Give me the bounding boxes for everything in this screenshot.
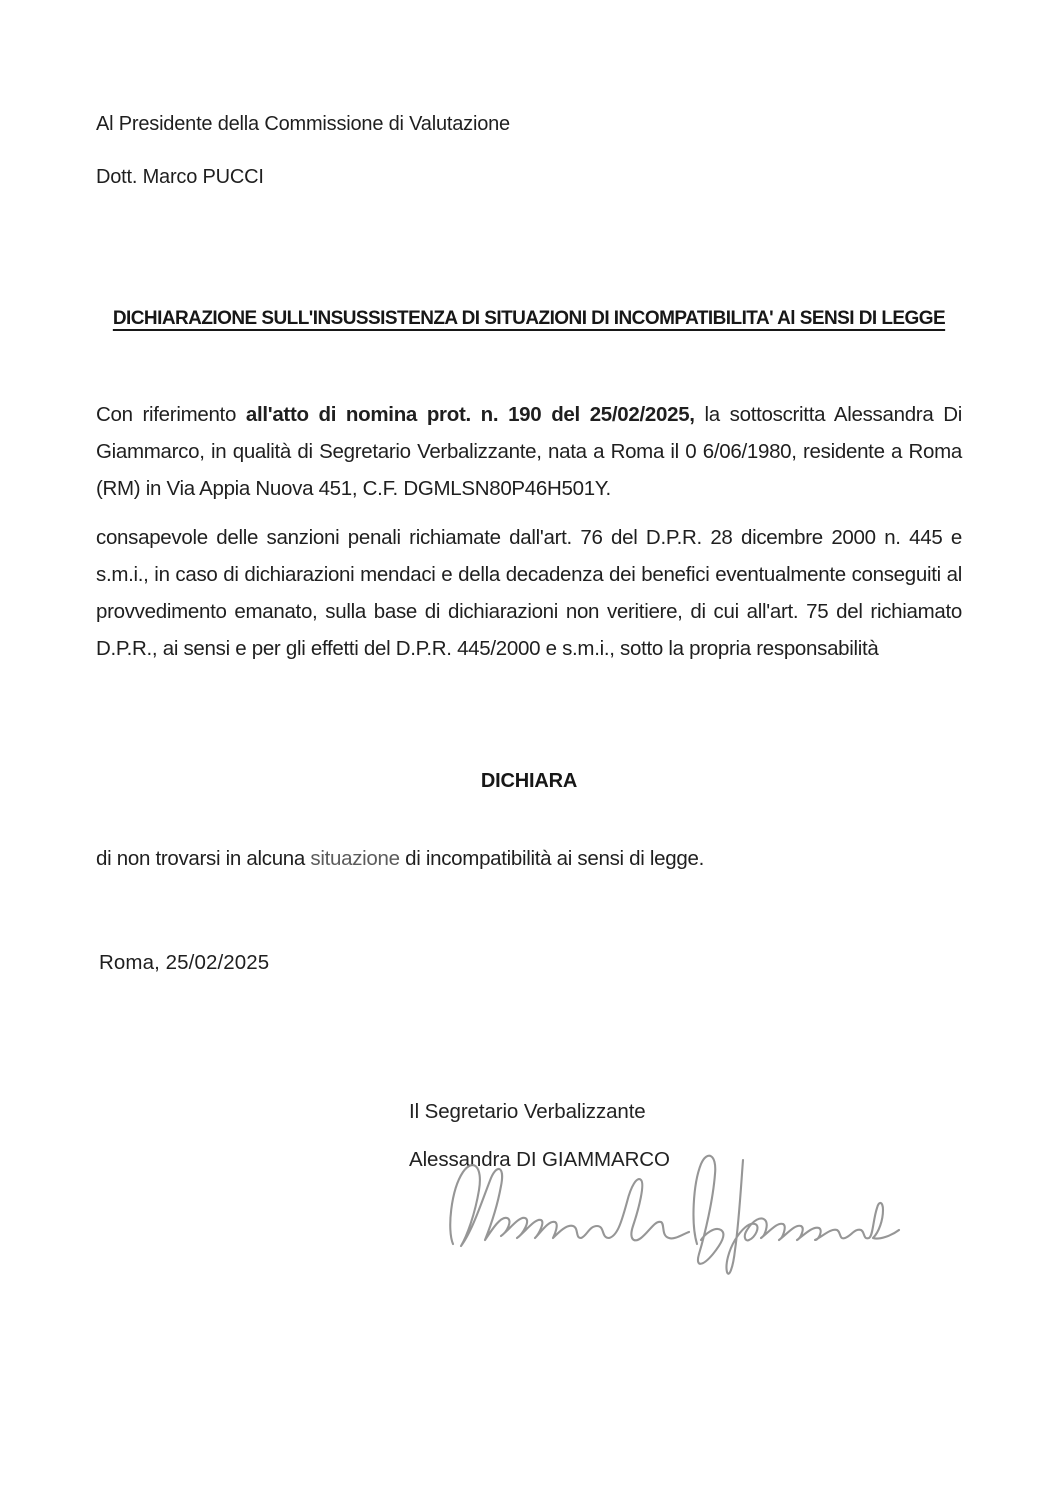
body-paragraph-1 (96, 396, 962, 507)
signature-first-name-stroke (450, 1165, 689, 1246)
signature-middle-initial-stroke (694, 1156, 724, 1264)
signatory-role: Il Segretario Verbalizzante (409, 1100, 646, 1123)
body-paragraph-2: consapevole delle sanzioni penali richiamate dall'art. 76 del D.P.R. 28 dicembre 2000 n. 445 e s.m.i., in caso di dichiarazioni mendaci e della decadenza dei benefici eventualmente conseguiti al provvedimento emanato, sulla base di dichiarazioni non veritiere, di cui all'art. 75 del richiamato D.P.R., ai sensi e per gli effetti del D.P.R. 445/2000 e s.m.i., sotto la propria responsabilità (96, 526, 962, 660)
title-row (0, 308, 1058, 330)
signature-last-name-stroke (726, 1160, 899, 1274)
declaration-light-word: situazione (310, 847, 400, 870)
paragraph-1-lead: Con riferimento (96, 403, 246, 426)
declaration-rest: di incompatibilità ai sensi di legge. (399, 847, 704, 870)
recipient-line: Al Presidente della Commissione di Valutazione (96, 113, 510, 135)
declaration-lead: di non trovarsi in alcuna (96, 847, 311, 870)
document-title: DICHIARAZIONE SULL'INSUSSISTENZA DI SITUAZIONI DI INCOMPATIBILITA' Al SENSI DI LEGGE (112, 308, 946, 329)
signatory-name: Alessandra DI GIAMMARCO (409, 1148, 670, 1171)
declaration-line (96, 840, 962, 877)
addressee-name: Dott. Marco PUCCI (96, 166, 264, 188)
nomination-reference-bold: all'atto di nomina prot. n. 190 del 25/02/2025, (245, 403, 695, 426)
declares-heading: DICHIARA (480, 770, 578, 792)
date-line: Roma, 25/02/2025 (99, 951, 270, 974)
paragraph-1-rest: la sottoscritta Alessandra Di Giammarco, in qualità di Segretario Verbalizzante, nata a Roma il 0 6/06/1980, residente a Roma (RM) in Via Appia Nuova 451, C.F. DGMLSN80P46H501Y. (96, 403, 962, 500)
